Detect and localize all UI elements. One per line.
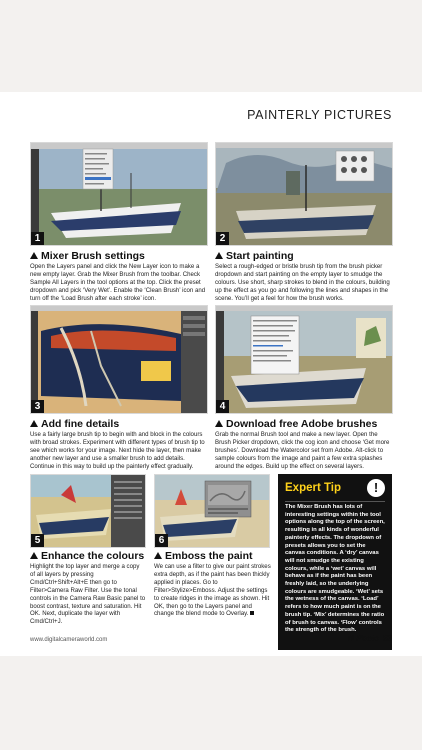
step-1-body: Open the Layers panel and click the New Layer icon to make a new empty layer. Grab the Mixer Brush from the toolbar. Check Sample All Layers in the tool options at the top. Click the preset dropdown and pick ‘Very Wet’. Enable the ‘Clean Brush’ icon and turn off the ‘Load Brush after each stroke’ icon.	[30, 263, 206, 302]
step-3-title: Add fine details	[30, 418, 119, 430]
step-1-title: Mixer Brush settings	[30, 250, 145, 262]
step-5-image	[30, 474, 146, 548]
end-of-article-mark	[250, 611, 254, 615]
triangle-bullet-icon	[215, 252, 223, 259]
bottom-margin	[0, 656, 422, 750]
step-6-title: Emboss the paint	[154, 550, 253, 562]
step-5-number: 5	[31, 534, 44, 547]
step-2-image	[215, 142, 393, 246]
triangle-bullet-icon	[215, 420, 223, 427]
step-5-body: Highlight the top layer and merge a copy of all layers by pressing Cmd/Ctrl+Shift+Alt+E then go to Filter>Camera Raw Filter. Use the tonal controls in the Camera Raw Basic panel to boost contrast, texture and saturation. Hit OK. Next, duplicate the layer with Cmd/Ctrl+J.	[30, 563, 146, 626]
triangle-bullet-icon	[30, 552, 38, 559]
footer-page-info	[348, 634, 392, 643]
magazine-page	[0, 92, 422, 656]
exclamation-icon: !	[367, 479, 385, 497]
expert-tip-body: The Mixer Brush has lots of interesting settings within the tool options along the top of the screen, resulting in all kinds of wonderful painterly effects. The dropdown of presets allows you to set the canvas conditions. A ‘dry’ canvas will not smudge the existing colours, while a ‘wet’ canvas will behave as if the paint has been freshly laid, so the underlying colours are smudgeable. ‘Wet’ sets the wetness of the canvas. ‘Load’ refers to how much paint is on the brush tip. ‘Mix’ determines the ratio of brush to canvas. ‘Flow’ controls the strength of the brush.	[285, 504, 385, 634]
expert-tip-divider	[285, 501, 385, 502]
step-4-number: 4	[216, 400, 229, 413]
step-2-title: Start painting	[215, 250, 294, 262]
step-3-number: 3	[31, 400, 44, 413]
step-2-body: Select a rough-edged or bristle brush tip from the brush picker dropdown and start painting on the empty layer to smudge the colours. Use short, sharp strokes to blend in the colours, building up the effect as you go and following the lines and shapes in the scene. You’ll get a feel for how the brush works.	[215, 263, 390, 302]
footer-brand: N-Photo	[347, 634, 380, 643]
step-4-body: Grab the normal Brush tool and make a new layer. Open the Brush Picker dropdown, click the cog icon and choose ‘Get more brushes’. Download the Watercolor set from Adobe. Alt-click to sample colours from the image and paint a few extra splashes around the edges. Build up the effect on several layers.	[215, 431, 390, 470]
step-3-body: Use a fairly large brush tip to begin with and block in the colours with broad strokes. Experiment with different types of brush tip to see which works for your image. Next hide the layer, then make another new layer and use a smaller brush to add details. Continue in this way to build up the painterly effect gradually.	[30, 431, 205, 470]
step-6-image	[154, 474, 270, 548]
expert-tip-title: Expert Tip	[285, 482, 342, 494]
page-header-title: PAINTERLY PICTURES	[247, 108, 392, 122]
triangle-bullet-icon	[30, 420, 38, 427]
triangle-bullet-icon	[30, 252, 38, 259]
step-4-image	[215, 305, 393, 414]
step-1-number: 1	[31, 232, 44, 245]
step-1-image	[30, 142, 208, 246]
footer-url: www.digitalcameraworld.com	[30, 637, 108, 643]
step-6-number: 6	[155, 534, 168, 547]
page-number: 53	[383, 634, 392, 643]
step-6-body: We can use a filter to give our paint strokes extra depth, as if the paint has been thickly applied in places. Go to Filter>Stylize>Emboss. Adjust the settings to create ridges in the image as shown. Hit OK, then go to the Layers panel and change the blend mode to Overlay.	[154, 563, 271, 618]
step-4-title: Download free Adobe brushes	[215, 418, 377, 430]
expert-tip-box	[278, 474, 392, 650]
step-2-number: 2	[216, 232, 229, 245]
triangle-bullet-icon	[154, 552, 162, 559]
step-3-image	[30, 305, 208, 414]
step-5-title: Enhance the colours	[30, 550, 144, 562]
top-margin	[0, 0, 422, 92]
